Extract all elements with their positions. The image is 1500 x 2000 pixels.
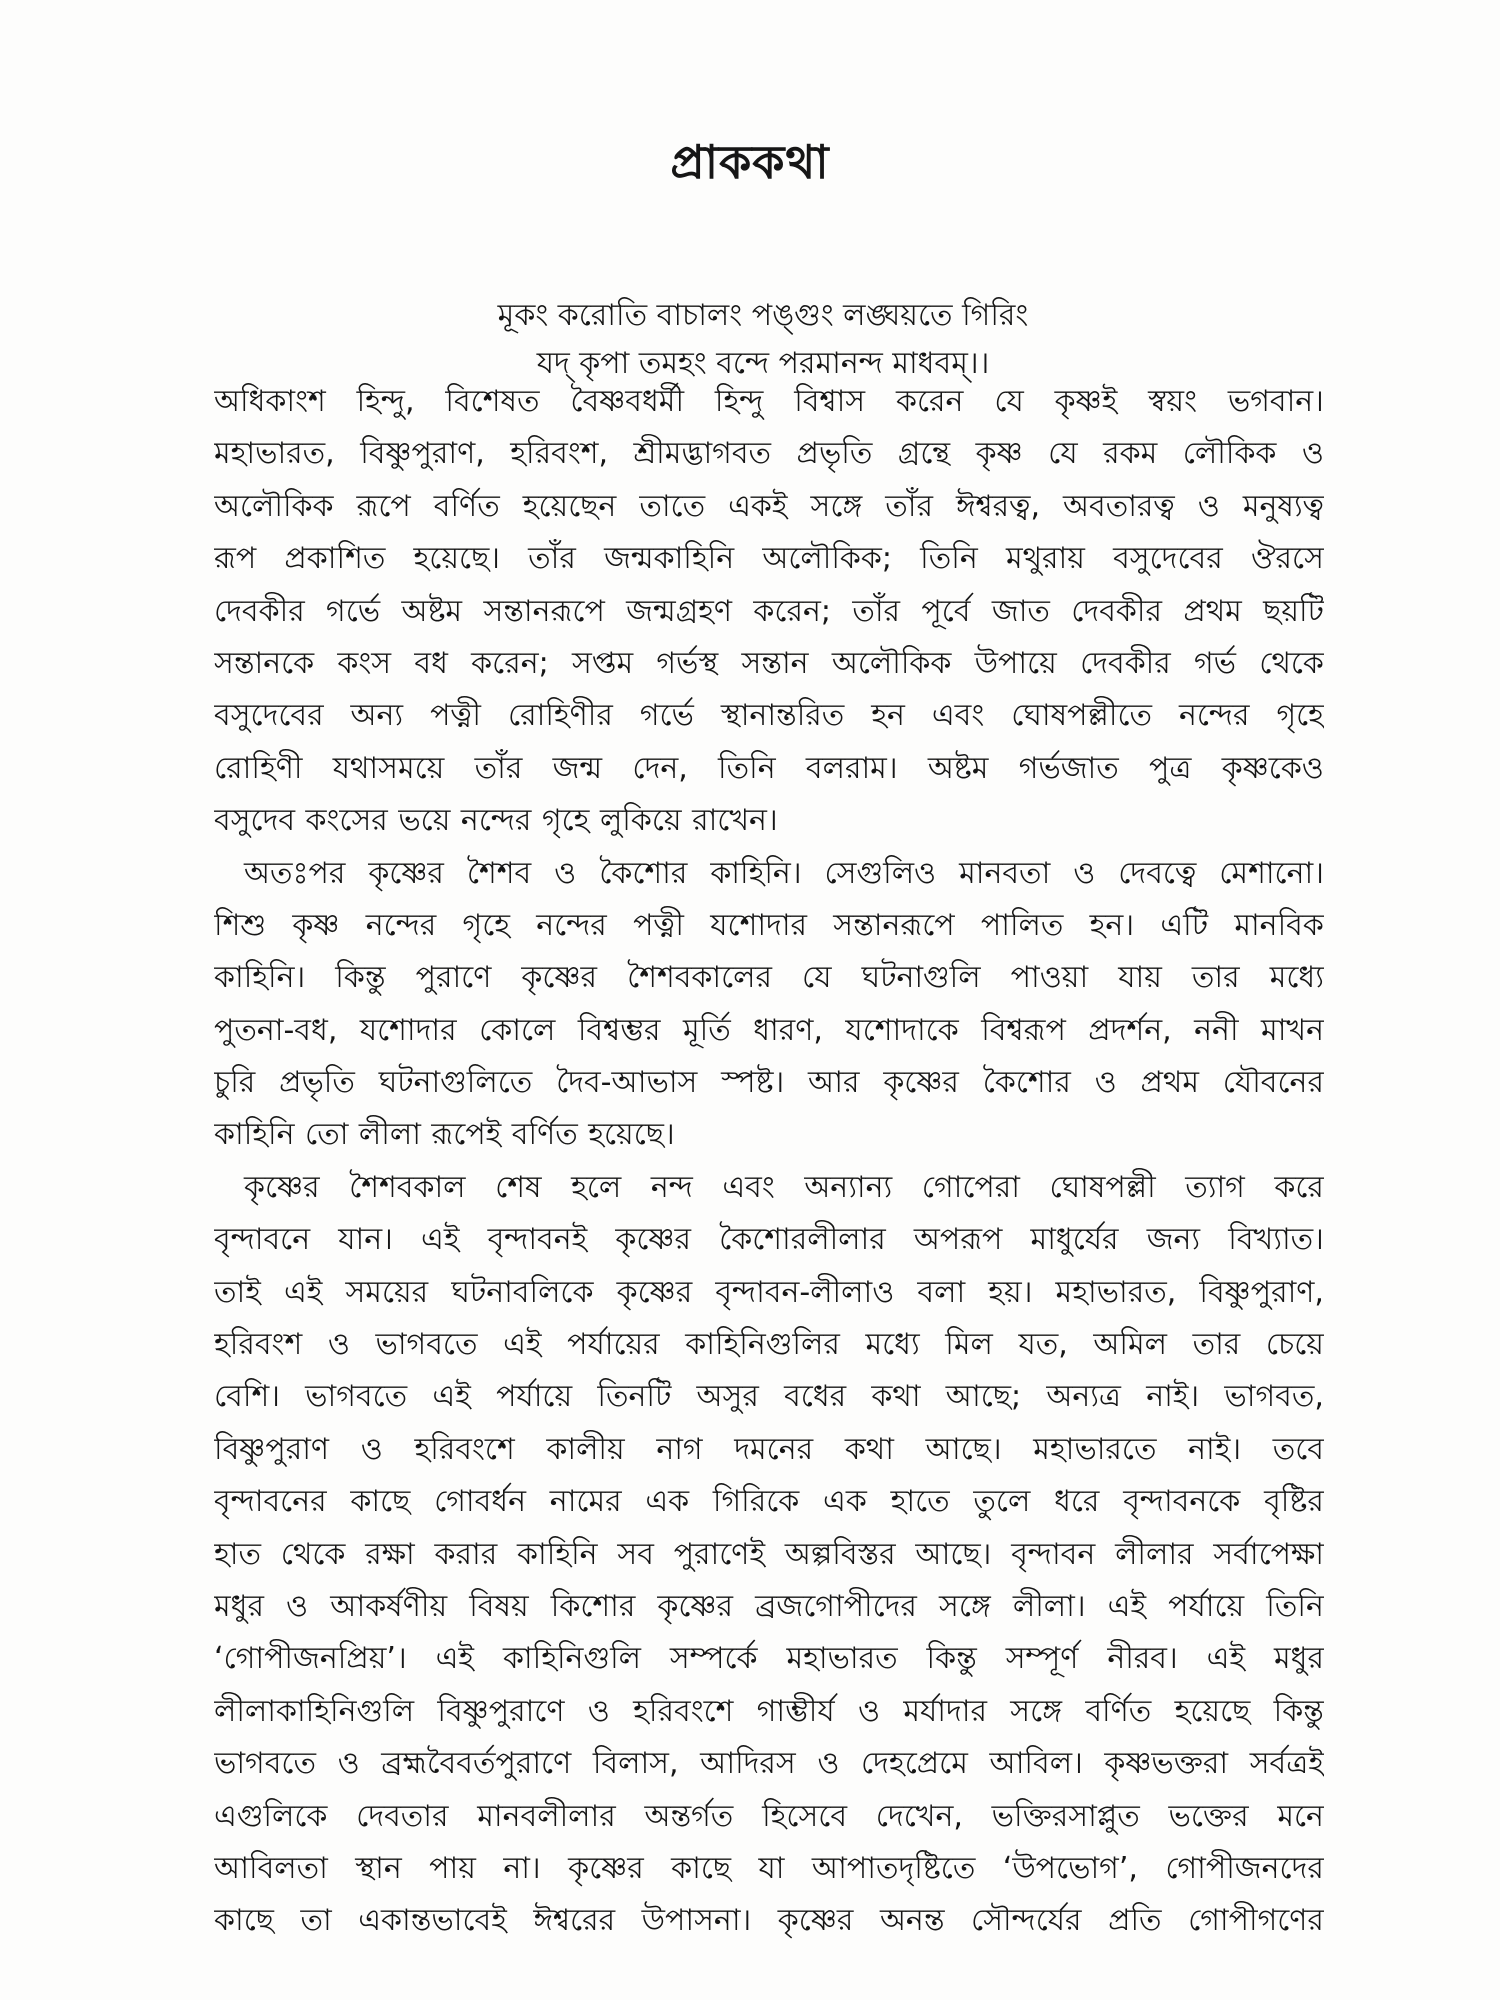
text-line: বসুদেবের অন্য পত্নী রোহিণীর গর্ভে স্থানান্তরিত হন এবং ঘোষপল্লীতে নন্দের গৃহে [214,698,1324,734]
text-line: রোহিণী যথাসময়ে তাঁর জন্ম দেন, তিনি বলরাম। অষ্টম গর্ভজাত পুত্র কৃষ্ণকেও [214,750,1324,786]
text-line: ভাগবতে ও ব্রহ্মবৈবর্তপুরাণে বিলাস, আদিরস ও দেহপ্রেমে আবিল। কৃষ্ণভক্তরা সর্বত্রই [214,1746,1324,1782]
text-line: তাই এই সময়ের ঘটনাবলিকে কৃষ্ণের বৃন্দাবন-লীলাও বলা হয়। মহাভারত, বিষ্ণুপুরাণ, [214,1274,1324,1310]
text-line: হাত থেকে রক্ষা করার কাহিনি সব পুরাণেই অল্পবিস্তর আছে। বৃন্দাবন লীলার সর্বাপেক্ষা [214,1536,1324,1572]
text-line: বৃন্দাবনে যান। এই বৃন্দাবনই কৃষ্ণের কৈশোরলীলার অপরূপ মাধুর্যের জন্য বিখ্যাত। [214,1222,1324,1258]
paragraph [214,376,1324,848]
paragraph [214,1162,1324,1948]
text-line: এগুলিকে দেবতার মানবলীলার অন্তর্গত হিসেবে দেখেন, ভক্তিরসাপ্লুত ভক্তের মনে [214,1798,1324,1834]
text-line: রূপ প্রকাশিত হয়েছে। তাঁর জন্মকাহিনি অলৌকিক; তিনি মথুরায় বসুদেবের ঔরসে [214,541,1324,577]
text-line: অতঃপর কৃষ্ণের শৈশব ও কৈশোর কাহিনি। সেগুলিও মানবতা ও দেবত্বে মেশানো। [244,855,1324,891]
text-line: বেশি। ভাগবতে এই পর্যায়ে তিনটি অসুর বধের কথা আছে; অন্যত্র নাই। ভাগবত, [214,1379,1324,1415]
text-line: দেবকীর গর্ভে অষ্টম সন্তানরূপে জন্মগ্রহণ করেন; তাঁর পূর্বে জাত দেবকীর প্রথম ছয়টি [214,593,1324,629]
text-line: বসুদেব কংসের ভয়ে নন্দের গৃহে লুকিয়ে রাখেন। [214,803,778,839]
text-line: সন্তানকে কংস বধ করেন; সপ্তম গর্ভস্থ সন্তান অলৌকিক উপায়ে দেবকীর গর্ভ থেকে [214,645,1324,681]
text-line: পুতনা-বধ, যশোদার কোলে বিশ্বম্ভর মূর্তি ধারণ, যশোদাকে বিশ্বরূপ প্রদর্শন, ননী মাখন [214,1012,1324,1048]
text-line: চুরি প্রভৃতি ঘটনাগুলিতে দৈব-আভাস স্পষ্ট। আর কৃষ্ণের কৈশোর ও প্রথম যৌবনের [214,1065,1324,1101]
sanskrit-verse-line: মূকং করোতি বাচালং পঙ্গুং লঙ্ঘয়তে গিরিং [497,298,1029,333]
text-line: হরিবংশ ও ভাগবতে এই পর্যায়ের কাহিনিগুলির মধ্যে মিল যত, অমিল তার চেয়ে [214,1327,1324,1363]
body-text [214,376,1324,1948]
text-line: মধুর ও আকর্ষণীয় বিষয় কিশোর কৃষ্ণের ব্রজগোপীদের সঙ্গে লীলা। এই পর্যায়ে তিনি [214,1588,1324,1624]
text-line: মহাভারত, বিষ্ণুপুরাণ, হরিবংশ, শ্রীমদ্ভাগবত প্রভৃতি গ্রন্থে কৃষ্ণ যে রকম লৌকিক ও [214,436,1324,472]
text-line: ‘গোপীজনপ্রিয়’। এই কাহিনিগুলি সম্পর্কে মহাভারত কিন্তু সম্পূর্ণ নীরব। এই মধুর [214,1641,1324,1677]
text-line: বিষ্ণুপুরাণ ও হরিবংশে কালীয় নাগ দমনের কথা আছে। মহাভারতে নাই। তবে [214,1431,1324,1467]
text-line: লীলাকাহিনিগুলি বিষ্ণুপুরাণে ও হরিবংশে গাম্ভীর্য ও মর্যাদার সঙ্গে বর্ণিত হয়েছে কিন্তু [214,1693,1324,1729]
text-line: বৃন্দাবনের কাছে গোবর্ধন নামের এক গিরিকে এক হাতে তুলে ধরে বৃন্দাবনকে বৃষ্টির [214,1484,1324,1520]
text-line: আবিলতা স্থান পায় না। কৃষ্ণের কাছে যা আপাতদৃষ্টিতে ‘উপভোগ’, গোপীজনদের [214,1850,1324,1886]
text-line: অলৌকিক রূপে বর্ণিত হয়েছেন তাতে একই সঙ্গে তাঁর ঈশ্বরত্ব, অবতারত্ব ও মনুষ্যত্ব [214,488,1324,524]
text-line: কাছে তা একান্তভাবেই ঈশ্বরের উপাসনা। কৃষ্ণের অনন্ত সৌন্দর্যের প্রতি গোপীগণের [214,1903,1324,1939]
text-line: শিশু কৃষ্ণ নন্দের গৃহে নন্দের পত্নী যশোদার সন্তানরূপে পালিত হন। এটি মানবিক [214,907,1324,943]
text-line: কাহিনি। কিন্তু পুরাণে কৃষ্ণের শৈশবকালের যে ঘটনাগুলি পাওয়া যায় তার মধ্যে [214,960,1324,996]
text-line: কাহিনি তো লীলা রূপেই বর্ণিত হয়েছে। [214,1117,675,1153]
text-line: কৃষ্ণের শৈশবকাল শেষ হলে নন্দ এবং অন্যান্য গোপেরা ঘোষপল্লী ত্যাগ করে [244,1169,1324,1205]
sanskrit-verse-line: যদ্ কৃপা তমহং বন্দে পরমানন্দ মাধবম্‌।। [536,346,990,381]
text-line: অধিকাংশ হিন্দু, বিশেষত বৈষ্ণবধর্মী হিন্দু বিশ্বাস করেন যে কৃষ্ণই স্বয়ং ভগবান। [214,384,1324,419]
paragraph [214,848,1324,1162]
page-title: প্রাককথা [670,135,830,189]
